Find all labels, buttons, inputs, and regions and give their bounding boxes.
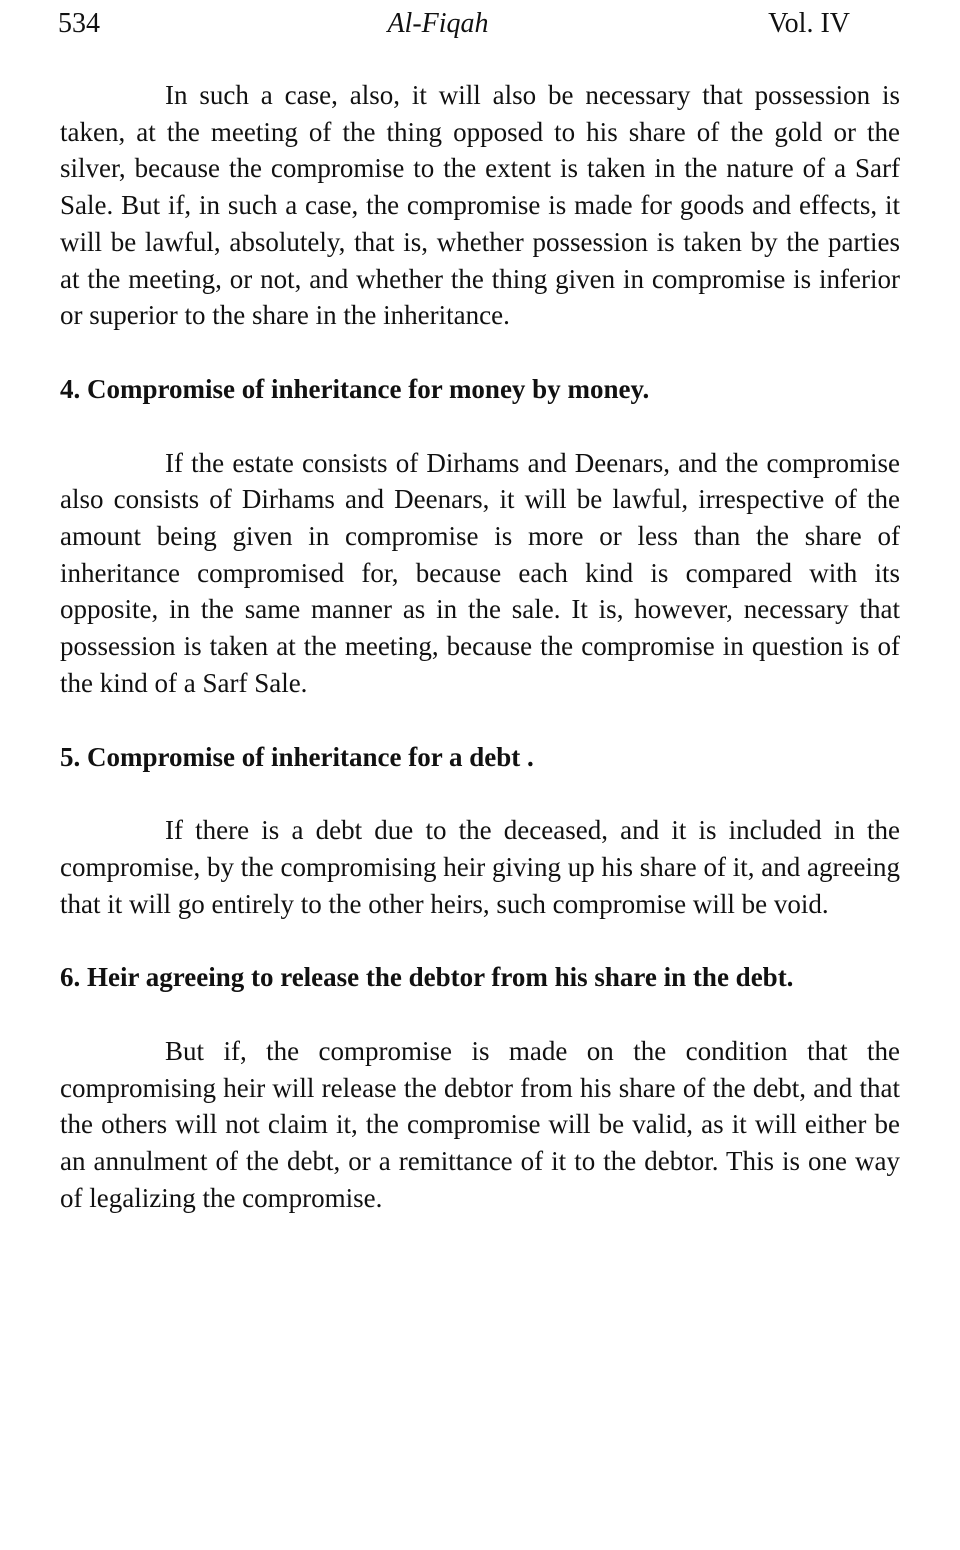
- spacer: [60, 334, 900, 371]
- paragraph-section-6: But if, the compromise is made on the condition that the compromising heir will release the debtor from his share of the debt, and that the others will not claim it, the compromise will be valid, as it will either be an annulment of the debt, or a remittance of it to the debtor. This is one way of legalizing the compromise.: [60, 1036, 900, 1213]
- section-heading-5: 5. Compromise of inheritance for a debt .: [60, 741, 534, 772]
- volume-label: Vol. IV: [768, 8, 850, 39]
- spacer: [60, 408, 900, 445]
- running-header: [58, 4, 858, 44]
- paragraph-intro: In such a case, also, it will also be necessary that possession is taken, at the meeting of the thing opposed to his share of the gold or the silver, because the compromise to the extent is taken in the nature of a Sarf Sale. But if, in such a case, the compromise is made for goods and effects, it will be lawful, absolutely, that is, whether possession is taken by the parties at the meeting, or not, and whether the thing given in compromise is inferior or superior to the share in the inheritance.: [60, 80, 900, 331]
- page-number: 534: [58, 8, 100, 39]
- paragraph-section-5: If there is a debt due to the deceased, and it is included in the compromise, by the compromising heir giving up his share of it, and agreeing that it will go entirely to the other heirs, such compromise will be void.: [60, 815, 900, 919]
- spacer: [60, 775, 900, 812]
- page-body: [60, 77, 900, 1217]
- section-heading-6: 6. Heir agreeing to release the debtor from his share in the debt.: [60, 962, 794, 993]
- paragraph-section-4: If the estate consists of Dirhams and Deenars, and the compromise also consists of Dirhams and Deenars, it will be lawful, irrespective of the amount being given in compromise is more or less than the share of inheritance compromised for, because each kind is compared with its opposite, in the same manner as in the sale. It is, however, necessary that possession is taken at the meeting, because the compromise in question is of the kind of a Sarf Sale.: [60, 447, 900, 698]
- section-heading-4: 4. Compromise of inheritance for money by money.: [60, 373, 650, 404]
- spacer: [60, 996, 900, 1033]
- spacer: [60, 702, 900, 739]
- book-title: Al-Fiqah: [387, 8, 489, 39]
- spacer: [60, 922, 900, 959]
